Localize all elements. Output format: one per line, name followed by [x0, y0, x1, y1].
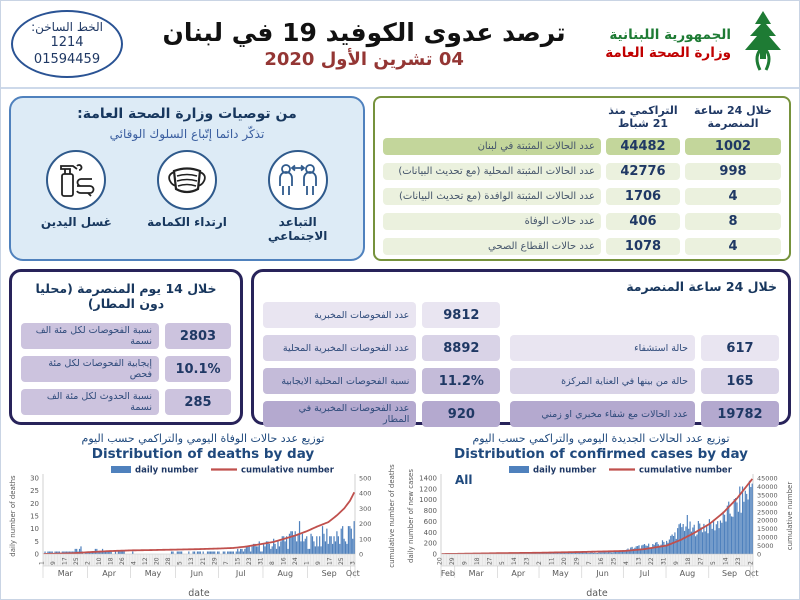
row-label: عدد حالات القطاع الصحي: [383, 238, 601, 255]
svg-text:30000: 30000: [757, 499, 778, 508]
svg-text:21: 21: [199, 557, 207, 565]
svg-text:5: 5: [34, 537, 39, 546]
deaths-chart-canvas: [7, 462, 399, 598]
table-row: [383, 213, 781, 230]
ministry-name: [605, 26, 731, 62]
table-row: [383, 238, 781, 255]
stat-row: [263, 335, 500, 361]
row-24h-value: 1002: [685, 138, 781, 155]
stat-value: 165: [701, 368, 779, 394]
svg-text:400: 400: [423, 528, 437, 537]
row-24h-value: 998: [685, 163, 781, 180]
deaths-chart-title-ar: توزيع عدد حالات الوفاة اليومي والتراكمي حسب اليوم: [81, 432, 325, 445]
svg-text:Apr: Apr: [511, 569, 526, 578]
stat-label: نسبة الحدوث لكل مئة الف نسمة: [21, 389, 159, 415]
hotline-number-short: 1214: [50, 35, 84, 51]
stat-row: [263, 401, 500, 427]
svg-text:Sep: Sep: [321, 569, 337, 578]
stat-label: حالة من بينها في العناية المركزة: [510, 368, 695, 394]
svg-text:35000: 35000: [757, 491, 778, 500]
svg-text:11: 11: [548, 557, 556, 565]
svg-text:cumulative number: cumulative number: [639, 465, 732, 476]
charts-row: [1, 429, 799, 598]
svg-text:Jul: Jul: [235, 569, 246, 578]
cedar-logo-icon: [737, 9, 789, 79]
svg-text:Feb: Feb: [440, 569, 455, 578]
svg-text:25: 25: [30, 487, 39, 496]
recommendations-icons-row: [21, 150, 353, 243]
row-label: عدد الحالات المثبتة المحلية (مع تحديث البيانات): [383, 163, 601, 180]
svg-text:200: 200: [359, 520, 372, 529]
svg-text:1400: 1400: [419, 474, 437, 483]
stat-label: عدد الفحوصات المخبرية في المطار: [263, 401, 416, 427]
lab-tests-column: [263, 302, 500, 434]
svg-text:45000: 45000: [757, 474, 778, 483]
svg-text:9: 9: [461, 561, 469, 565]
svg-text:29: 29: [573, 557, 581, 565]
daily-bars-series: [441, 481, 753, 554]
summary-header-row: [383, 102, 781, 130]
stat-value: 2803: [165, 323, 231, 349]
top-stats-row: [1, 89, 799, 265]
svg-text:5: 5: [498, 561, 506, 565]
svg-text:5: 5: [710, 561, 718, 565]
hand-washing-icon: [46, 150, 106, 210]
svg-text:Aug: Aug: [277, 569, 294, 578]
cases-chart-title-en: Distribution of confirmed cases by day: [454, 446, 748, 462]
svg-text:Oct: Oct: [744, 569, 759, 578]
svg-text:400: 400: [359, 489, 372, 498]
svg-text:20000: 20000: [757, 516, 778, 525]
stat-row: [263, 302, 500, 328]
svg-text:29: 29: [449, 557, 457, 565]
face-mask-icon: [157, 150, 217, 210]
svg-text:0: 0: [757, 550, 762, 559]
col-header-cumulative: التراكمي منذ 21 شباط: [608, 104, 678, 131]
social-distancing-icon: [268, 150, 328, 210]
svg-text:Aug: Aug: [679, 569, 696, 578]
stat-label: حالة استشفاء: [510, 335, 695, 361]
legend-daily-swatch: [509, 466, 529, 473]
stat-value: 8892: [422, 335, 500, 361]
row-cumulative-value: 1706: [606, 188, 680, 205]
stat-value: 19782: [701, 401, 779, 427]
table-row: [383, 163, 781, 180]
cases-chart-title-ar: توزيع عدد الحالات الجديدة اليومي والتراكمي حسب اليوم: [472, 432, 730, 445]
recommendations-subtitle: تذكّر دائما إتّباع السلوك الوقائي: [109, 127, 265, 141]
svg-text:12: 12: [142, 557, 150, 565]
ministry-logo-block: [605, 9, 789, 79]
svg-text:25: 25: [337, 557, 345, 565]
svg-text:Mar: Mar: [468, 569, 484, 578]
svg-text:29: 29: [211, 557, 219, 565]
row-cumulative-value: 406: [606, 213, 680, 230]
svg-text:4: 4: [130, 561, 138, 565]
svg-text:23: 23: [734, 557, 742, 565]
svg-text:20: 20: [560, 557, 568, 565]
svg-text:30: 30: [30, 474, 39, 483]
stat-value: 9812: [422, 302, 500, 328]
col-header-24h: خلال 24 ساعة المنصرمة: [694, 104, 772, 131]
stat-value: 617: [701, 335, 779, 361]
stat-value: 920: [422, 401, 500, 427]
svg-text:cumulative number: cumulative number: [786, 481, 794, 551]
svg-text:500: 500: [359, 474, 372, 483]
svg-text:Oct: Oct: [345, 569, 360, 578]
svg-text:0: 0: [34, 550, 39, 559]
ministry-line2: وزارة الصحة العامة: [605, 45, 731, 61]
svg-text:24: 24: [291, 557, 299, 565]
svg-text:14: 14: [511, 557, 519, 565]
fourteen-day-title: خلال 14 يوم المنصرمة (محليا دون المطار): [35, 281, 217, 311]
svg-text:1: 1: [303, 561, 311, 565]
svg-text:100: 100: [359, 535, 372, 544]
stat-value: 11.2%: [422, 368, 500, 394]
svg-text:1200: 1200: [419, 485, 437, 494]
page-title: ترصد عدوى الكوفيد 19 في لبنان: [162, 18, 566, 47]
fourteen-day-box: [9, 269, 243, 425]
svg-text:date: date: [188, 588, 210, 598]
row-label: عدد الحالات المثبتة في لبنان: [383, 138, 601, 155]
row-cumulative-value: 44482: [606, 138, 680, 155]
svg-text:daily number: daily number: [533, 465, 597, 476]
confirmed-cases-chart: [405, 432, 797, 598]
svg-text:0: 0: [432, 550, 437, 559]
svg-text:15: 15: [234, 557, 242, 565]
svg-text:2: 2: [747, 561, 755, 565]
recommendations-box: [9, 96, 365, 261]
stat-value: 10.1%: [165, 356, 231, 382]
stat-label: عدد الفحوصات المخبرية: [263, 302, 416, 328]
svg-text:9: 9: [314, 561, 322, 565]
svg-text:Jun: Jun: [596, 569, 609, 578]
svg-text:1000: 1000: [419, 496, 437, 505]
cases-summary-table: [373, 96, 791, 261]
hotline-number-long: 01594459: [33, 51, 101, 67]
stat-row: [510, 401, 779, 427]
svg-text:9: 9: [672, 561, 680, 565]
svg-text:31: 31: [660, 557, 668, 565]
ministry-line1: الجمهورية اللبنانية: [609, 26, 731, 43]
patient-status-column: [510, 302, 779, 434]
svg-text:16: 16: [598, 557, 606, 565]
table-row: [383, 138, 781, 155]
chart-corner-label: All: [455, 473, 473, 487]
stat-label: نسبة الفحوصات المحلية الايجابية: [263, 368, 416, 394]
svg-text:Mar: Mar: [57, 569, 73, 578]
svg-text:20: 20: [436, 557, 444, 565]
svg-text:17: 17: [61, 557, 69, 565]
svg-text:daily number of deaths: daily number of deaths: [9, 475, 17, 557]
recommendation-label: التباعد الاجتماعي: [267, 215, 328, 243]
last24-title: خلال 24 ساعة المنصرمة: [626, 279, 777, 294]
svg-text:0: 0: [359, 550, 364, 559]
report-date: 04 تشرين الأول 2020: [264, 49, 464, 70]
svg-text:2: 2: [536, 561, 544, 565]
svg-text:Jul: Jul: [639, 569, 650, 578]
hotline-label: الخط الساخن:: [31, 20, 103, 35]
row-24h-value: 4: [685, 238, 781, 255]
svg-text:18: 18: [473, 557, 481, 565]
svg-text:7: 7: [585, 561, 593, 565]
stat-value: 285: [165, 389, 231, 415]
stat-row: [510, 368, 779, 394]
svg-text:23: 23: [523, 557, 531, 565]
svg-text:16: 16: [280, 557, 288, 565]
row-24h-value: 8: [685, 213, 781, 230]
svg-text:200: 200: [423, 539, 437, 548]
cases-chart-canvas: [405, 462, 797, 598]
legend-daily-swatch: [111, 466, 131, 473]
recommendations-title: من توصيات وزارة الصحة العامة:: [77, 106, 297, 122]
row-cumulative-value: 42776: [606, 163, 680, 180]
svg-text:10: 10: [96, 557, 104, 565]
svg-text:Sep: Sep: [721, 569, 738, 578]
header-title-block: [123, 18, 605, 70]
svg-text:300: 300: [359, 504, 372, 513]
svg-text:25: 25: [610, 557, 618, 565]
stat-row: [21, 323, 231, 349]
stat-label: عدد الفحوصات المخبرية المحلية: [263, 335, 416, 361]
svg-text:daily number: daily number: [135, 465, 199, 476]
stat-row: [21, 389, 231, 415]
recommendation-distancing: [250, 150, 346, 243]
svg-text:18: 18: [685, 557, 693, 565]
stat-label: إيجابية الفحوصات لكل مئة فحص: [21, 356, 159, 382]
testing-stats-row: [1, 265, 799, 429]
svg-text:date: date: [586, 588, 608, 598]
stat-label: عدد الحالات مع شفاء مخبري او زمني: [510, 401, 695, 427]
svg-text:25: 25: [73, 557, 81, 565]
row-label: عدد حالات الوفاة: [383, 213, 601, 230]
svg-text:31: 31: [257, 557, 265, 565]
deaths-chart: [7, 432, 399, 598]
stat-row: [510, 335, 779, 361]
svg-text:27: 27: [486, 557, 494, 565]
recommendation-label: غسل اليدين: [40, 215, 112, 229]
svg-text:7: 7: [222, 561, 230, 565]
row-24h-value: 4: [685, 188, 781, 205]
svg-text:600: 600: [423, 517, 437, 526]
svg-text:9: 9: [50, 561, 58, 565]
stat-row: [21, 356, 231, 382]
svg-text:18: 18: [107, 557, 115, 565]
hotline-badge: [11, 10, 123, 78]
svg-text:May: May: [144, 569, 162, 578]
svg-text:10000: 10000: [757, 533, 778, 542]
svg-text:8: 8: [268, 561, 276, 565]
svg-text:20: 20: [153, 557, 161, 565]
svg-text:3: 3: [349, 561, 357, 565]
row-cumulative-value: 1078: [606, 238, 680, 255]
svg-text:15000: 15000: [757, 525, 778, 534]
svg-text:1: 1: [38, 561, 46, 565]
svg-text:2: 2: [84, 561, 92, 565]
svg-text:25000: 25000: [757, 508, 778, 517]
row-label: عدد الحالات المثبتة الوافدة (مع تحديث البيانات): [383, 188, 601, 205]
svg-text:5: 5: [176, 561, 184, 565]
stat-label: نسبة الفحوصات لكل مئة الف نسمة: [21, 323, 159, 349]
svg-text:800: 800: [423, 507, 437, 516]
stat-row: [263, 368, 500, 394]
table-row: [383, 188, 781, 205]
recommendation-mask: [139, 150, 235, 243]
svg-text:4: 4: [623, 561, 631, 565]
svg-text:14: 14: [722, 557, 730, 565]
svg-text:13: 13: [635, 557, 643, 565]
last24-box: [251, 269, 791, 425]
svg-text:28: 28: [165, 557, 173, 565]
svg-text:cumulative number of deaths: cumulative number of deaths: [388, 464, 396, 568]
svg-text:5000: 5000: [757, 542, 774, 551]
svg-text:13: 13: [188, 557, 196, 565]
svg-text:20: 20: [30, 499, 39, 508]
svg-text:Jun: Jun: [190, 569, 204, 578]
svg-text:27: 27: [697, 557, 705, 565]
recommendation-label: ارتداء الكمامة: [147, 215, 227, 229]
svg-text:40000: 40000: [757, 482, 778, 491]
svg-text:22: 22: [647, 557, 655, 565]
page-header: [1, 1, 799, 89]
svg-text:23: 23: [245, 557, 253, 565]
svg-text:17: 17: [326, 557, 334, 565]
svg-text:cumulative number: cumulative number: [241, 465, 334, 476]
svg-text:26: 26: [119, 557, 127, 565]
svg-text:May: May: [552, 569, 569, 578]
svg-text:Apr: Apr: [102, 569, 117, 578]
svg-text:10: 10: [30, 525, 39, 534]
svg-text:15: 15: [30, 512, 39, 521]
recommendation-handwash: [28, 150, 124, 243]
deaths-chart-title-en: Distribution of deaths by day: [91, 446, 315, 462]
svg-text:daily number of new cases: daily number of new cases: [407, 469, 415, 563]
cumulative-line-series: [44, 492, 355, 554]
